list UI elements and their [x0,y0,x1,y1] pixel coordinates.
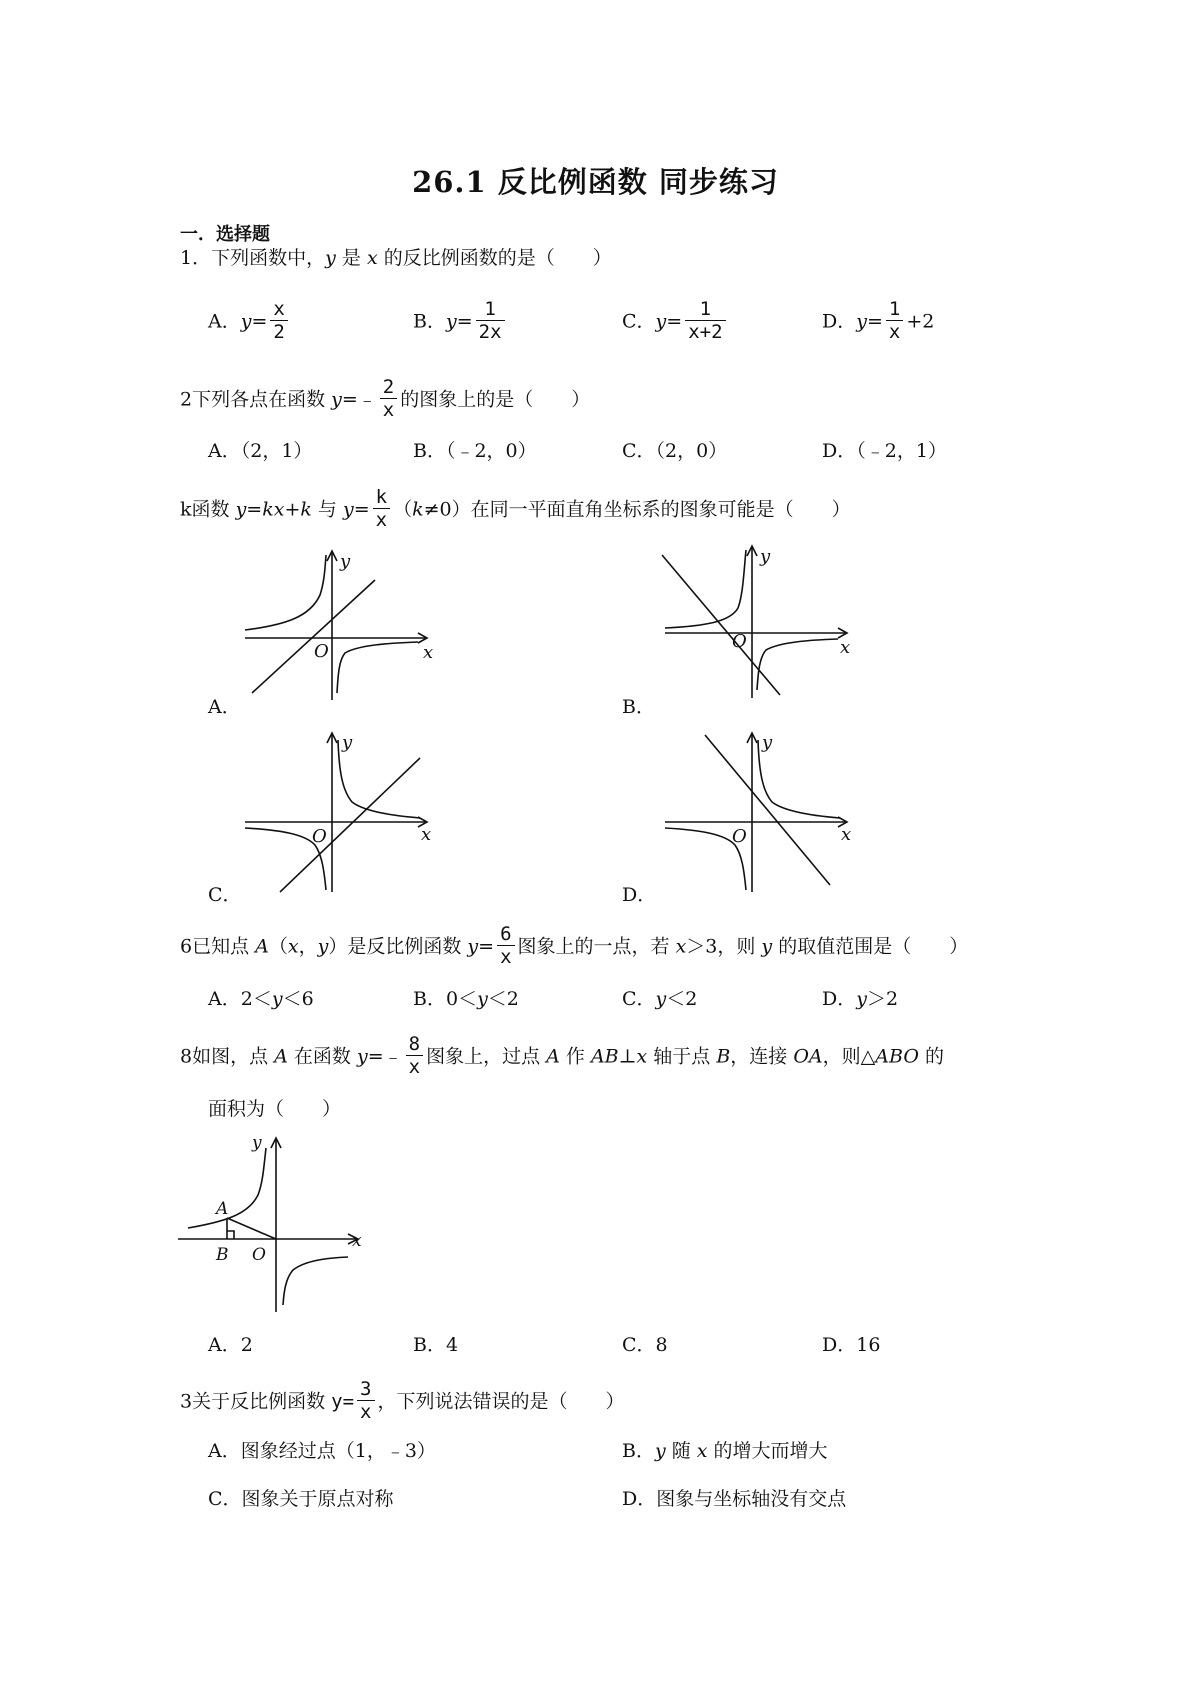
question-number: 8 [180,1045,193,1068]
fraction: $\frac{3}{x}$ [357,1378,374,1423]
q6-option-d[interactable]: D．图象与坐标轴没有交点 [622,1488,847,1510]
fraction: $\frac{k}{x}$ [373,486,390,531]
question-4: 6已知点 A（x，y）是反比例函数 y= $\frac{6}{x}$ 图象上的一点，若 x＞3，则 y 的取值范围是（ ） [180,923,969,968]
q4-option-a[interactable]: A．2＜y＜6 [208,988,314,1010]
q5-figure[interactable] [178,1130,368,1315]
fraction: $\frac{1}{x+2}$ [685,298,725,343]
q2-option-d[interactable]: D．（﹣2，1） [822,440,947,462]
q3-option-c[interactable]: C． [208,884,242,906]
fraction: $\frac{2}{x}$ [380,376,397,421]
q3-option-a[interactable]: A． [208,696,241,718]
q3-graph-a[interactable] [240,545,440,705]
q4-option-c[interactable]: C．y＜2 [622,988,698,1010]
origin-label: O [312,826,327,847]
q6-option-b[interactable]: B．y 随 x 的增大而增大 [622,1440,828,1462]
line-graph [252,580,375,693]
q5-option-d[interactable]: D．16 [822,1334,881,1356]
x-axis-label: x [840,637,851,658]
q6-option-c[interactable]: C．图象关于原点对称 [208,1488,394,1510]
q4-option-d[interactable]: D．y＞2 [822,988,899,1010]
q5-option-c[interactable]: C．8 [622,1334,668,1356]
origin-label: O [732,826,747,847]
question-5: 8如图，点 A 在函数 y=﹣ $\frac{8}{x}$ 图象上，过点 A 作 AB⊥x 轴于点 B，连接 OA，则△ABO 的 [180,1033,944,1078]
hyperbola-branch [665,550,746,628]
question-1: 1．下列函数中，y 是 x 的反比例函数的是（ ） [180,247,612,269]
point-b-label: B [216,1245,229,1265]
hyperbola-branch [283,1257,348,1305]
question-5-line-2: 面积为（ ） [208,1098,342,1120]
q1-option-c[interactable]: C．y= $\frac{1}{x+2}$ [622,300,729,345]
point-a-label: A [216,1199,229,1219]
line-graph [662,555,780,695]
x-axis-label: x [421,824,432,845]
y-axis-label: y [762,732,773,753]
section-heading: 一．选择题 [180,224,270,245]
q3-option-d[interactable]: D． [622,884,657,906]
page-title: 26.1 反比例函数 同步练习 [412,165,779,199]
question-number: 3 [180,1390,193,1413]
q1-option-d[interactable]: D．y= $\frac{1}{x}$ +2 [822,298,935,343]
question-number: 6 [180,935,193,958]
q3-graph-d[interactable] [660,730,860,895]
q5-option-b[interactable]: B．4 [413,1334,459,1356]
x-axis-label: x [423,642,434,663]
q1-option-a[interactable]: A．y= $\frac{x}{2}$ [208,300,291,345]
x-axis-label: x [352,1231,362,1251]
question-number: 1． [180,247,212,269]
q6-option-a[interactable]: A．图象经过点（1，﹣3） [208,1440,436,1462]
hyperbola-branch [245,555,326,630]
q2-option-c[interactable]: C．（2，0） [622,440,728,462]
right-angle-mark [227,1231,234,1239]
fraction: $\frac{x}{2}$ [270,298,287,343]
q3-graph-c[interactable] [240,730,440,895]
origin-label: O [252,1245,266,1265]
question-3: k函数 y=kx+k 与 y= $\frac{k}{x}$ （k≠0）在同一平面直角坐标系的图象可能是（ ） [180,486,851,531]
q2-option-a[interactable]: A．（2，1） [208,440,313,462]
q3-graph-b[interactable] [660,540,860,700]
q1-option-b[interactable]: B．y= $\frac{1}{2x}$ [413,300,508,345]
y-axis-label: y [760,546,771,567]
line-graph [705,735,830,885]
question-number: k [180,498,192,521]
q3-option-b[interactable]: B． [622,696,655,718]
fraction: $\frac{6}{x}$ [497,923,514,968]
q4-option-b[interactable]: B．0＜y＜2 [413,988,519,1010]
question-6: 3关于反比例函数 y= $\frac{3}{x}$ ，下列说法错误的是（ ） [180,1378,625,1423]
y-axis-label: y [340,551,351,572]
origin-label: O [314,641,329,662]
hyperbola-branch [337,642,418,693]
q5-option-a[interactable]: A．2 [208,1334,253,1356]
y-axis-label: y [252,1133,262,1153]
y-axis-label: y [342,732,353,753]
x-axis-label: x [841,824,852,845]
question-number: 2 [180,388,193,411]
fraction: $\frac{1}{x}$ [886,298,903,343]
question-2: 2下列各点在函数 y=﹣ $\frac{2}{x}$ 的图象上的是（ ） [180,376,591,421]
fraction: $\frac{8}{x}$ [406,1033,423,1078]
fraction: $\frac{1}{2x}$ [476,298,505,343]
line-graph [280,758,420,892]
origin-label: O [732,631,747,652]
q2-option-b[interactable]: B．（﹣2，0） [413,440,537,462]
